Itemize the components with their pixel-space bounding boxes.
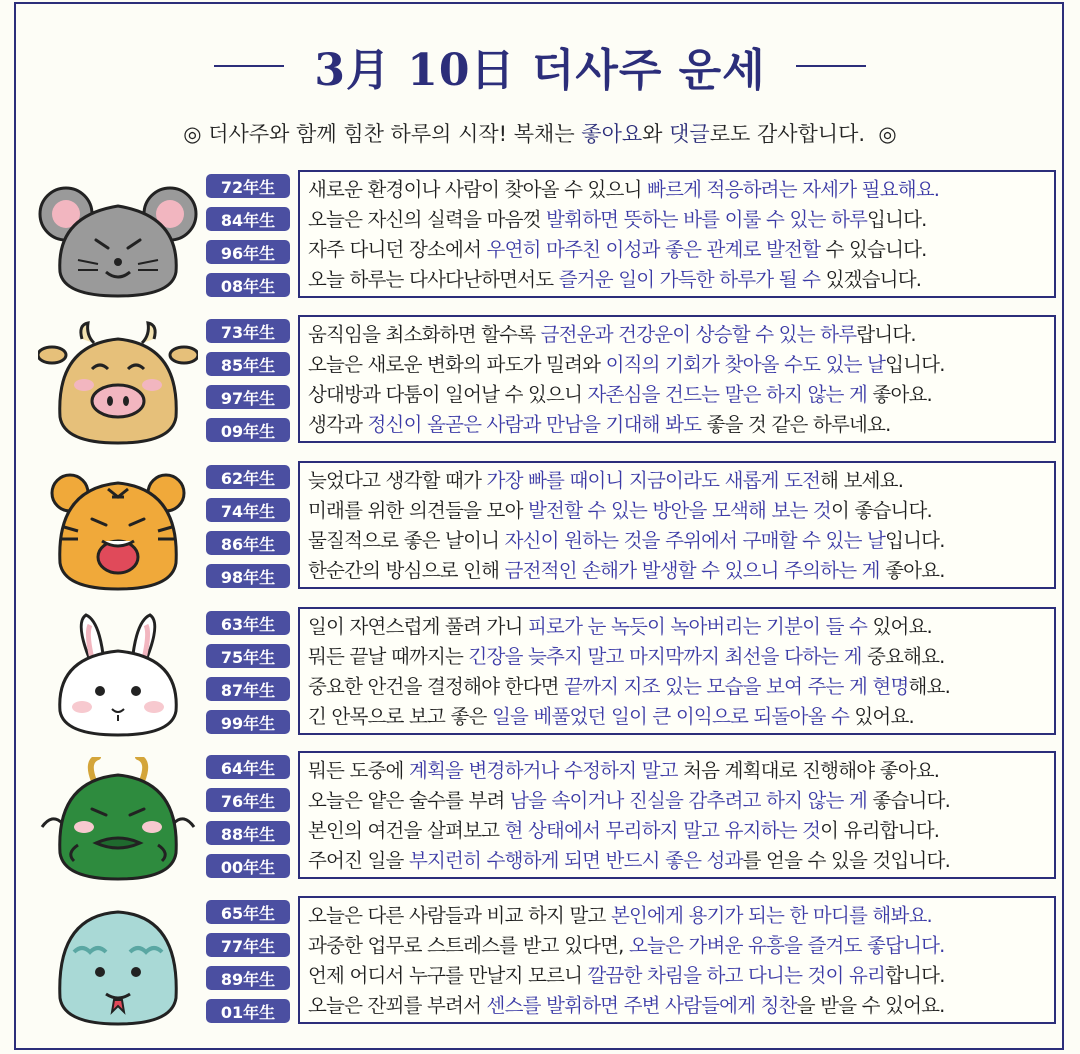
fortune-text: 물질적으로 좋은 날이니 xyxy=(308,529,505,552)
fortune-highlight: 즐거운 일이 가득한 하루가 될 수 xyxy=(558,268,821,291)
fortune-highlight: 가장 빠를 때이니 지금이라도 새롭게 도전 xyxy=(486,469,821,492)
fortune-text: 오늘은 자신의 실력을 마음껏 xyxy=(308,208,547,231)
fortune-text: 입니다. xyxy=(885,353,945,376)
fortune-text-box xyxy=(298,315,1056,443)
fortune-highlight: 우연히 마주친 이성과 좋은 관계로 발전할 xyxy=(486,238,821,261)
rabbit-illustration xyxy=(38,613,198,737)
fortune-highlight: 발휘하면 뜻하는 바를 이룰 수 있는 하루 xyxy=(546,208,868,231)
fortune-line xyxy=(308,556,1046,586)
fortune-text: 오늘은 다른 사람들과 비교 하지 말고 xyxy=(308,904,611,927)
birth-year-badges xyxy=(206,611,290,743)
title-row xyxy=(0,36,1080,96)
fortune-line xyxy=(308,756,1046,786)
snake-illustration xyxy=(38,902,198,1026)
fortune-text: 입니다. xyxy=(885,529,945,552)
fortune-highlight: 계획을 변경하거나 수정하지 말고 xyxy=(408,759,678,782)
subtitle-prefix: ◎ 더사주와 함께 힘찬 하루의 시작! 복채는 xyxy=(183,122,582,146)
fortune-highlight: 남을 속이거나 진실을 감추려고 하지 않는 게 xyxy=(509,789,868,812)
fortune-line xyxy=(308,612,1046,642)
birth-year-badge: 72年生 xyxy=(206,174,290,198)
fortune-text: 언제 어디서 누구를 만날지 모르니 xyxy=(308,964,588,987)
fortune-text-box xyxy=(298,896,1056,1024)
fortune-highlight: 센스를 발휘하면 주변 사람들에게 칭찬 xyxy=(486,994,797,1017)
dragon-illustration xyxy=(38,757,198,881)
fortune-line xyxy=(308,466,1046,496)
birth-year-badge: 97年生 xyxy=(206,385,290,409)
fortune-text: 합니다. xyxy=(885,964,945,987)
fortune-text: 생각과 xyxy=(308,413,368,436)
fortune-highlight: 부지런히 수행하게 되면 반드시 좋은 성과 xyxy=(408,849,743,872)
subtitle-suffix: 로도 감사합니다. xyxy=(709,122,866,146)
birth-year-badge: 85年生 xyxy=(206,352,290,376)
fortune-highlight: 발전할 수 있는 방안을 모색해 보는 것 xyxy=(528,499,831,522)
title-divider-right xyxy=(796,65,866,67)
fortune-line xyxy=(308,931,1046,961)
fortune-text: 좋을 것 같은 하루네요. xyxy=(701,413,891,436)
fortune-text: 새로운 환경이나 사람이 찾아올 수 있으니 xyxy=(308,178,648,201)
fortune-line xyxy=(308,410,1046,440)
fortune-highlight: 끝까지 지조 있는 모습을 보여 주는 게 현명 xyxy=(564,675,909,698)
fortune-text: 중요한 안건을 결정해야 한다면 xyxy=(308,675,565,698)
fortune-text: 오늘 하루는 다사다난하면서도 xyxy=(308,268,559,291)
birth-year-badge: 84年生 xyxy=(206,207,290,231)
fortune-text-box xyxy=(298,170,1056,298)
fortune-highlight: 빠르게 적응하려는 자세가 필요해요. xyxy=(647,178,940,201)
fortune-text: 처음 계획대로 진행해야 좋아요. xyxy=(677,759,940,782)
fortune-group-dragon xyxy=(0,751,1080,885)
fortune-text: 움직임을 최소화하면 할수록 xyxy=(308,323,541,346)
fortune-text: 를 얻을 수 있을 것입니다. xyxy=(742,849,950,872)
fortune-text: 해요. xyxy=(908,675,950,698)
fortune-text: 좋아요. xyxy=(879,559,945,582)
birth-year-badge: 01年生 xyxy=(206,999,290,1023)
fortune-highlight: 정신이 올곧은 사람과 만남을 기대해 봐도 xyxy=(367,413,702,436)
rat-illustration xyxy=(38,176,198,300)
tiger-illustration xyxy=(38,467,198,591)
fortune-line xyxy=(308,672,1046,702)
fortune-highlight: 자존심을 건드는 말은 하지 않는 게 xyxy=(587,383,868,406)
fortune-text: 있어요. xyxy=(849,705,914,728)
birth-year-badge: 63年生 xyxy=(206,611,290,635)
fortune-group-tiger xyxy=(0,461,1080,595)
fortune-line xyxy=(308,642,1046,672)
ox-illustration xyxy=(38,321,198,445)
birth-year-badges xyxy=(206,755,290,887)
fortune-text: 상대방과 다툼이 일어날 수 있으니 xyxy=(308,383,588,406)
fortune-line xyxy=(308,265,1046,295)
birth-year-badge: 88年生 xyxy=(206,821,290,845)
fortune-line xyxy=(308,526,1046,556)
fortune-highlight: 본인에게 용기가 되는 한 마디를 해봐요. xyxy=(610,904,932,927)
fortune-line xyxy=(308,702,1046,732)
fortune-text: 긴 안목으로 보고 좋은 xyxy=(308,705,492,728)
birth-year-badge: 96年生 xyxy=(206,240,290,264)
birth-year-badge: 00年生 xyxy=(206,854,290,878)
fortune-text: 늦었다고 생각할 때가 xyxy=(308,469,487,492)
fortune-line xyxy=(308,991,1046,1021)
fortune-group-rabbit xyxy=(0,607,1080,741)
birth-year-badge: 62年生 xyxy=(206,465,290,489)
birth-year-badges xyxy=(206,900,290,1032)
birth-year-badge: 98年生 xyxy=(206,564,290,588)
fortune-text: 수 있습니다. xyxy=(820,238,927,261)
birth-year-badge: 75年生 xyxy=(206,644,290,668)
fortune-text: 랍니다. xyxy=(856,323,916,346)
fortune-text: 있겠습니다. xyxy=(820,268,922,291)
birth-year-badge: 76年生 xyxy=(206,788,290,812)
subtitle-end-mark: ◎ xyxy=(878,122,897,146)
fortune-highlight: 현 상태에서 무리하지 말고 유지하는 것 xyxy=(504,819,821,842)
fortune-text: 뭐든 도중에 xyxy=(308,759,409,782)
fortune-text: 좋아요. xyxy=(867,383,932,406)
fortune-text: 있어요. xyxy=(867,615,932,638)
fortune-line xyxy=(308,320,1046,350)
birth-year-badge: 87年生 xyxy=(206,677,290,701)
fortune-text: 본인의 여건을 살펴보고 xyxy=(308,819,505,842)
fortune-line xyxy=(308,496,1046,526)
birth-year-badge: 77年生 xyxy=(206,933,290,957)
birth-year-badges xyxy=(206,319,290,451)
fortune-text: 이 유리합니다. xyxy=(820,819,940,842)
subtitle-comment: 댓글 xyxy=(669,122,710,146)
fortune-line xyxy=(308,901,1046,931)
fortune-highlight: 금전운과 건강운이 상승할 수 있는 하루 xyxy=(540,323,857,346)
fortune-text: 해 보세요. xyxy=(820,469,904,492)
fortune-text: 오늘은 새로운 변화의 파도가 밀려와 xyxy=(308,353,606,376)
subtitle xyxy=(0,118,1080,148)
fortune-line xyxy=(308,961,1046,991)
fortune-line xyxy=(308,786,1046,816)
fortune-text: 이 좋습니다. xyxy=(830,499,932,522)
page-title: 3月 10日 더사주 운세 xyxy=(314,45,766,96)
fortune-text: 일이 자연스럽게 풀려 가니 xyxy=(308,615,529,638)
birth-year-badges xyxy=(206,174,290,306)
fortune-highlight: 오늘은 가벼운 유흥을 즐겨도 좋답니다. xyxy=(628,934,945,957)
fortune-highlight: 금전적인 손해가 발생할 수 있으니 주의하는 게 xyxy=(504,559,880,582)
fortune-text-box xyxy=(298,461,1056,589)
fortune-highlight: 긴장을 늦추지 말고 마지막까지 최선을 다하는 게 xyxy=(468,645,862,668)
subtitle-middle: 와 xyxy=(642,122,670,146)
fortune-text: 중요해요. xyxy=(861,645,945,668)
subtitle-like: 좋아요 xyxy=(581,122,643,146)
fortune-text: 입니다. xyxy=(867,208,927,231)
birth-year-badge: 09年生 xyxy=(206,418,290,442)
fortune-text: 오늘은 잔꾀를 부려서 xyxy=(308,994,487,1017)
title-divider-left xyxy=(214,65,284,67)
fortune-text: 자주 다니던 장소에서 xyxy=(308,238,487,261)
fortune-text: 과중한 업무로 스트레스를 받고 있다면, xyxy=(308,934,629,957)
birth-year-badge: 99年生 xyxy=(206,710,290,734)
birth-year-badge: 74年生 xyxy=(206,498,290,522)
birth-year-badge: 64年生 xyxy=(206,755,290,779)
birth-year-badge: 89年生 xyxy=(206,966,290,990)
birth-year-badge: 73年生 xyxy=(206,319,290,343)
birth-year-badges xyxy=(206,465,290,597)
birth-year-badge: 86年生 xyxy=(206,531,290,555)
fortune-line xyxy=(308,235,1046,265)
fortune-text: 뭐든 끝날 때까지는 xyxy=(308,645,469,668)
fortune-text: 좋습니다. xyxy=(867,789,950,812)
fortune-highlight: 일을 베풀었던 일이 큰 이익으로 되돌아올 수 xyxy=(491,705,849,728)
fortune-line xyxy=(308,816,1046,846)
fortune-line xyxy=(308,350,1046,380)
fortune-text-box xyxy=(298,751,1056,879)
fortune-highlight: 이직의 기회가 찾아올 수도 있는 날 xyxy=(605,353,886,376)
fortune-text: 미래를 위한 의견들을 모아 xyxy=(308,499,529,522)
fortune-text: 을 받을 수 있어요. xyxy=(796,994,945,1017)
fortune-group-ox xyxy=(0,315,1080,449)
fortune-highlight: 깔끔한 차림을 하고 다니는 것이 유리 xyxy=(587,964,886,987)
fortune-text-box xyxy=(298,607,1056,735)
fortune-line xyxy=(308,175,1046,205)
birth-year-badge: 65年生 xyxy=(206,900,290,924)
fortune-highlight: 피로가 눈 녹듯이 녹아버리는 기분이 들 수 xyxy=(528,615,868,638)
birth-year-badge: 08年生 xyxy=(206,273,290,297)
fortune-line xyxy=(308,846,1046,876)
fortune-highlight: 자신이 원하는 것을 주위에서 구매할 수 있는 날 xyxy=(504,529,886,552)
fortune-group-rat xyxy=(0,170,1080,304)
fortune-line xyxy=(308,380,1046,410)
fortune-text: 주어진 일을 xyxy=(308,849,409,872)
fortune-text: 오늘은 얕은 술수를 부려 xyxy=(308,789,510,812)
fortune-group-snake xyxy=(0,896,1080,1030)
fortune-text: 한순간의 방심으로 인해 xyxy=(308,559,505,582)
fortune-line xyxy=(308,205,1046,235)
